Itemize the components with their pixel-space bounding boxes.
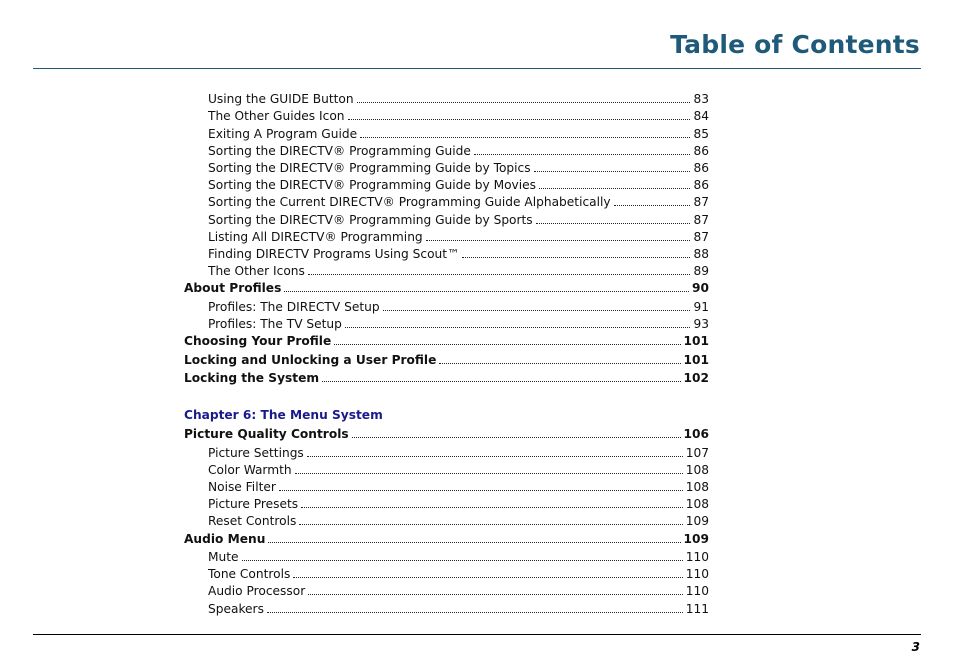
- toc-entry-title: Color Warmth: [208, 462, 292, 477]
- toc-entry-page: 90: [692, 281, 709, 296]
- toc-subentry[interactable]: [184, 210, 709, 227]
- toc-entry-page: 106: [683, 427, 709, 442]
- page-title: Table of Contents: [670, 30, 920, 59]
- toc-subentry[interactable]: [184, 565, 709, 582]
- dot-leader: [268, 529, 680, 542]
- toc-entry-title: The Other Icons: [208, 264, 305, 279]
- toc-entry-title: Mute: [208, 550, 239, 565]
- toc-subentry[interactable]: [184, 443, 709, 460]
- dot-leader: [267, 599, 683, 612]
- toc-entry-title: Picture Settings: [208, 445, 304, 460]
- toc-subentry[interactable]: [184, 262, 709, 279]
- dot-leader: [322, 369, 680, 382]
- toc-entry-title: Picture Quality Controls: [184, 427, 349, 442]
- toc-subentry[interactable]: [184, 315, 709, 332]
- toc-subentry[interactable]: [184, 193, 709, 210]
- dot-leader: [301, 495, 683, 508]
- dot-leader: [534, 159, 691, 172]
- toc-entry-title: Audio Menu: [184, 531, 266, 546]
- toc-entry-title: Exiting A Program Guide: [208, 126, 358, 141]
- toc-entry-page: 86: [693, 178, 709, 193]
- toc-subentry[interactable]: [184, 495, 709, 512]
- toc-subentry[interactable]: [184, 159, 709, 176]
- toc-section-entry[interactable]: [184, 529, 709, 548]
- toc-subentry[interactable]: [184, 548, 709, 565]
- dot-leader: [279, 478, 683, 491]
- toc-entry-page: 109: [685, 514, 709, 529]
- toc-entry-page: 101: [683, 334, 709, 349]
- toc-entry-page: 86: [693, 160, 709, 175]
- toc-entry-page: 85: [693, 126, 709, 141]
- toc-entry-title: Speakers: [208, 601, 264, 616]
- dot-leader: [539, 176, 690, 189]
- toc-entry-title: Listing All DIRECTV® Programming: [208, 229, 423, 244]
- toc-entry-page: 87: [693, 195, 709, 210]
- toc-subentry[interactable]: [184, 176, 709, 193]
- toc-entry-title: Sorting the Current DIRECTV® Programming Guide Alphabetically: [208, 195, 611, 210]
- page-number: 3: [911, 640, 920, 654]
- toc-entry-page: 110: [685, 584, 709, 599]
- toc-section-entry[interactable]: [184, 350, 709, 369]
- toc-entry-title: About Profiles: [184, 281, 282, 296]
- toc-entry-page: 110: [685, 550, 709, 565]
- toc-entry-page: 102: [683, 371, 709, 386]
- toc-section-entry[interactable]: [184, 332, 709, 351]
- dot-leader: [348, 107, 691, 120]
- toc-entry-title: Picture Presets: [208, 497, 299, 512]
- dot-leader: [308, 582, 683, 595]
- dot-leader: [536, 210, 691, 223]
- dot-leader: [293, 565, 682, 578]
- toc-entry-page: 111: [685, 601, 709, 616]
- toc-subentry[interactable]: [184, 512, 709, 529]
- dot-leader: [614, 193, 691, 206]
- toc-entry-title: Audio Processor: [208, 584, 306, 599]
- toc-subentry[interactable]: [184, 461, 709, 478]
- toc-subentry[interactable]: [184, 298, 709, 315]
- toc-section-guides-profiles: [184, 90, 709, 387]
- dot-leader: [352, 425, 681, 438]
- toc-entry-title: Sorting the DIRECTV® Programming Guide by Topics: [208, 160, 531, 175]
- toc-subentry[interactable]: [184, 599, 709, 616]
- toc-entry-page: 108: [685, 462, 709, 477]
- toc-entry-title: Profiles: The DIRECTV Setup: [208, 299, 380, 314]
- toc-subentry[interactable]: [184, 90, 709, 107]
- toc-entry-title: Sorting the DIRECTV® Programming Guide by Sports: [208, 212, 533, 227]
- dot-leader: [334, 332, 680, 345]
- toc-section-entry[interactable]: [184, 369, 709, 388]
- toc-entry-title: Profiles: The TV Setup: [208, 316, 342, 331]
- dot-leader: [462, 245, 690, 258]
- toc-entry-page: 87: [693, 212, 709, 227]
- toc-subentry[interactable]: [184, 478, 709, 495]
- dot-leader: [426, 228, 691, 241]
- footer-rule: [33, 634, 921, 635]
- dot-leader: [307, 443, 683, 456]
- toc-entry-page: 101: [683, 352, 709, 367]
- toc-section-entry[interactable]: [184, 425, 709, 444]
- toc-entry-title: Choosing Your Profile: [184, 334, 332, 349]
- toc-subentry[interactable]: [184, 228, 709, 245]
- toc-entry-page: 109: [683, 531, 709, 546]
- toc-entry-title: Sorting the DIRECTV® Programming Guide by Movies: [208, 178, 536, 193]
- toc-entry-page: 93: [693, 316, 709, 331]
- dot-leader: [360, 124, 690, 137]
- toc-entry-title: Using the GUIDE Button: [208, 92, 354, 107]
- toc-entry-title: Tone Controls: [208, 567, 291, 582]
- toc-entry-page: 110: [685, 567, 709, 582]
- dot-leader: [308, 262, 691, 275]
- toc-section-menu-system: [184, 425, 709, 617]
- dot-leader: [299, 512, 682, 525]
- toc-subentry[interactable]: [184, 124, 709, 141]
- toc-entry-page: 108: [685, 480, 709, 494]
- toc-entry-page: 86: [693, 143, 709, 158]
- dot-leader: [383, 298, 691, 311]
- toc-section-entry[interactable]: [184, 279, 709, 298]
- table-of-contents: [184, 90, 709, 617]
- dot-leader: [242, 548, 683, 561]
- toc-entry-page: 89: [693, 264, 709, 279]
- toc-entry-page: 83: [693, 92, 709, 107]
- toc-subentry[interactable]: [184, 245, 709, 262]
- toc-entry-page: 84: [693, 109, 709, 124]
- toc-entry-page: 87: [693, 229, 709, 244]
- toc-entry-title: Noise Filter: [208, 480, 276, 494]
- dot-leader: [345, 315, 691, 328]
- toc-entry-title: Reset Controls: [208, 514, 297, 529]
- toc-subentry[interactable]: [184, 107, 709, 124]
- toc-entry-title: The Other Guides Icon: [208, 109, 345, 124]
- toc-subentry[interactable]: [184, 142, 709, 159]
- dot-leader: [357, 90, 691, 103]
- toc-entry-page: 108: [685, 497, 709, 512]
- header-rule: [33, 68, 921, 69]
- toc-subentry[interactable]: [184, 582, 709, 599]
- toc-entry-title: Locking and Unlocking a User Profile: [184, 352, 437, 367]
- dot-leader: [474, 142, 691, 155]
- dot-leader: [284, 279, 689, 292]
- toc-entry-title: Finding DIRECTV Programs Using Scout™: [208, 246, 460, 261]
- toc-entry-title: Locking the System: [184, 371, 320, 386]
- toc-entry-title: Sorting the DIRECTV® Programming Guide: [208, 143, 471, 158]
- chapter-heading[interactable]: Chapter 6: The Menu System: [184, 408, 383, 423]
- toc-entry-page: 107: [685, 445, 709, 460]
- toc-entry-page: 88: [693, 246, 709, 261]
- toc-entry-page: 91: [693, 299, 709, 314]
- dot-leader: [439, 350, 680, 363]
- dot-leader: [295, 461, 683, 474]
